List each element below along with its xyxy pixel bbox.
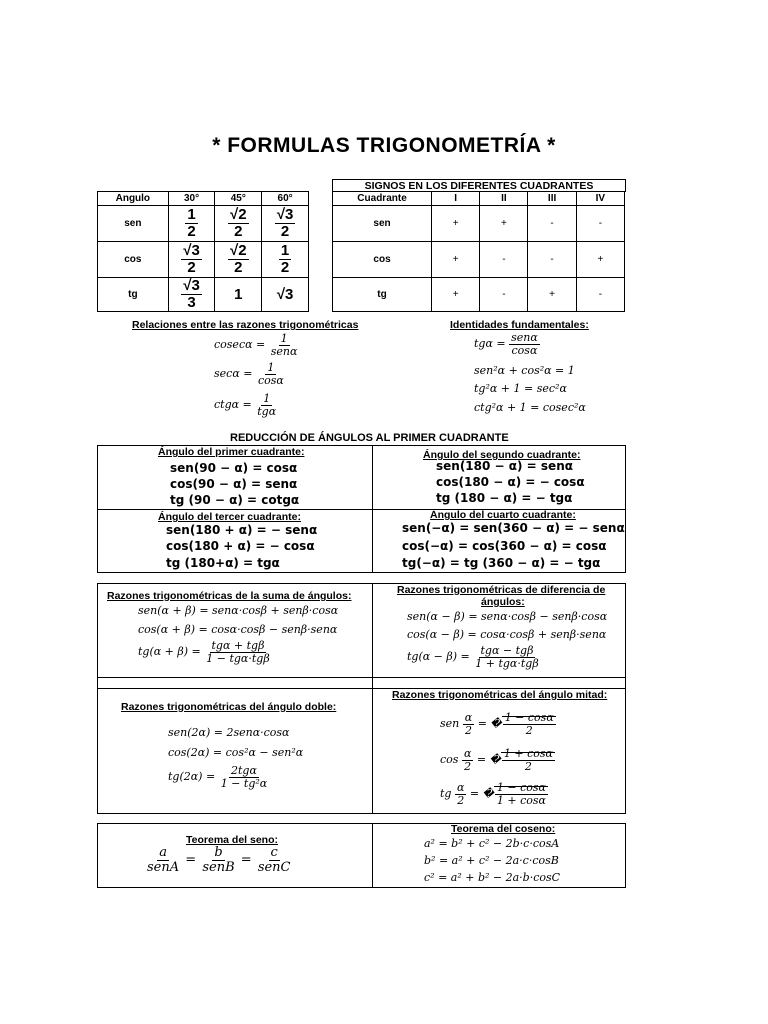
tg60-value: √3 <box>262 278 309 312</box>
q1-title: Ángulo del primer cuadrante: <box>158 446 305 458</box>
suma-title: Razones trigonométricas de la suma de ángulos: <box>107 590 352 602</box>
mitad-cos: cos $\frac{\alpha}{2}$ = � $\frac{1 + \cos\alpha}{2}$ <box>440 747 553 773</box>
q4-line: cos(−α) = cos(360 − α) = cosα <box>402 539 607 553</box>
signs-header-II: II <box>480 192 528 206</box>
identidad-pitagorica: sen²α + cos²α = 1 <box>474 364 575 377</box>
coseno-line: c² = a² + b² − 2a·b·cosC <box>424 871 561 884</box>
q1-line: sen(90 − α) = cosα <box>170 461 298 475</box>
q2-line: tg (180 − α) = − tgα <box>436 491 573 505</box>
signs-row-tg: tg <box>333 278 432 312</box>
q1-line: cos(90 − α) = senα <box>170 477 298 491</box>
relacion-ctg: ctgα = $\frac{1}{\text{tgα}}$ <box>214 392 277 418</box>
header-45: 45° <box>215 192 262 206</box>
sen45-value: $\frac{√2}{2}$ <box>230 206 247 240</box>
q3-line: tg (180+α) = tgα <box>166 556 280 570</box>
sign-cell: + <box>480 206 528 242</box>
signs-table <box>332 191 625 312</box>
divider <box>372 823 373 887</box>
coseno-line: b² = a² + c² − 2a·c·cosB <box>424 854 559 867</box>
coseno-line: a² = b² + c² − 2b·c·cosA <box>424 837 560 850</box>
page-title: * FORMULAS TRIGONOMETRÍA * <box>212 134 556 157</box>
identidad-cosec: ctg²α + 1 = cosec²α <box>474 401 586 414</box>
signs-header-IV: IV <box>576 192 624 206</box>
q2-title: Ángulo del segundo cuadrante: <box>423 449 581 461</box>
header-30: 30° <box>168 192 215 206</box>
q2-line: cos(180 − α) = − cosα <box>436 475 585 489</box>
sign-cell: - <box>576 278 624 312</box>
sign-cell: + <box>432 278 480 312</box>
diferencia-sen: sen(α − β) = senα·cosβ − senβ·cosα <box>407 610 608 623</box>
row-label-cos: cos <box>98 242 169 278</box>
row-label-sen: sen <box>98 206 169 242</box>
signs-row-cos: cos <box>333 242 432 278</box>
coseno-title: Teorema del coseno: <box>451 823 556 835</box>
q4-line: tg(−α) = tg (360 − α) = − tgα <box>402 556 601 570</box>
signs-header-III: III <box>528 192 576 206</box>
row-label-tg: tg <box>98 278 169 312</box>
cos45-value: $\frac{√2}{2}$ <box>230 242 247 276</box>
sen30-value: $\frac{1}{2}$ <box>187 206 196 240</box>
relaciones-title: Relaciones entre las razones trigonométricas <box>132 319 359 331</box>
identidad-tg: tgα = $\frac{\text{senα}}{\cos\alpha}$ <box>474 331 538 357</box>
tg30-value: $\frac{√3}{3}$ <box>183 277 200 311</box>
header-angulo: Angulo <box>98 192 169 206</box>
mitad-sen: sen $\frac{\alpha}{2}$ = � $\frac{1 - \cos\alpha}{2}$ <box>440 711 554 737</box>
seno-title: Teorema del seno: <box>186 834 278 846</box>
sign-cell: - <box>528 206 576 242</box>
cos30-value: $\frac{√3}{2}$ <box>183 242 200 276</box>
q2-line: sen(180 − α) = senα <box>436 459 573 473</box>
signs-caption: SIGNOS EN LOS DIFERENTES CUADRANTES <box>332 179 626 192</box>
suma-cos: cos(α + β) = cosα·cosβ − senβ·senα <box>138 623 338 636</box>
divider <box>372 583 373 813</box>
diferencia-cos: cos(α − β) = cosα·cosβ + senβ·senα <box>407 628 607 641</box>
sign-cell: + <box>432 206 480 242</box>
signs-header-cuadrante: Cuadrante <box>333 192 432 206</box>
sign-cell: + <box>528 278 576 312</box>
q1-line: tg (90 − α) = cotgα <box>170 493 300 507</box>
q3-line: sen(180 + α) = − senα <box>166 523 318 537</box>
doble-title: Razones trigonométricas del ángulo doble: <box>121 701 337 713</box>
mitad-title: Razones trigonométricas del ángulo mitad: <box>392 689 608 701</box>
header-60: 60° <box>262 192 309 206</box>
doble-cos: cos(2α) = cos²α − sen²α <box>168 746 304 759</box>
sign-cell: + <box>576 242 624 278</box>
suma-sen: sen(α + β) = senα·cosβ + senβ·cosα <box>138 604 339 617</box>
cos60-value: $\frac{1}{2}$ <box>280 242 290 276</box>
relacion-sec: secα = $\frac{1}{\cos\alpha}$ <box>214 361 284 387</box>
mitad-tg: tg $\frac{\alpha}{2}$ = � $\frac{1 - \cos\alpha}{1 + \cos\alpha}$ <box>440 781 546 807</box>
signs-row-sen: sen <box>333 206 432 242</box>
sign-cell: - <box>576 206 624 242</box>
diferencia-tg: tg(α − β) = $\frac{\text{tgα − tgβ}}{\text{1 + tgα·tgβ}}$ <box>407 644 539 670</box>
diferencia-title: Razones trigonométricas de diferencia de ángulos: <box>397 584 606 608</box>
doble-tg: tg(2α) = $\frac{\text{2tgα}}{\text{1 − tg²α}}$ <box>168 764 268 790</box>
sign-cell: - <box>480 242 528 278</box>
q3-line: cos(180 + α) = − cosα <box>166 539 315 553</box>
q4-title: Ángulo del cuarto cuadrante: <box>430 509 576 521</box>
suma-tg: tg(α + β) = $\frac{\text{tgα + tgβ}}{\text{1 − tgα·tgβ}}$ <box>138 639 270 665</box>
sen60-value: $\frac{√3}{2}$ <box>276 206 294 240</box>
identidad-sec: tg²α + 1 = sec²α <box>474 382 567 395</box>
q4-line: sen(−α) = sen(360 − α) = − senα <box>402 521 625 535</box>
q3-title: Ángulo del tercer cuadrante: <box>158 511 301 523</box>
sign-cell: + <box>432 242 480 278</box>
teorema-seno: $\frac{a}{\text{senA}}$ = $\frac{b}{\text{senB}}$ = $\frac{c}{\text{senC}}$ <box>147 845 291 875</box>
tg45-value: 1 <box>215 278 262 312</box>
relacion-cosec: cosecα = $\frac{1}{\text{senα}}$ <box>214 332 298 358</box>
identidades-title: Identidades fundamentales: <box>450 319 589 331</box>
angles-table <box>97 191 309 312</box>
reduccion-title: REDUCCIÓN DE ÁNGULOS AL PRIMER CUADRANTE <box>230 432 509 444</box>
signs-header-I: I <box>432 192 480 206</box>
doble-sen: sen(2α) = 2senα·cosα <box>168 726 290 739</box>
sign-cell: - <box>528 242 576 278</box>
sign-cell: - <box>480 278 528 312</box>
divider <box>97 677 625 678</box>
